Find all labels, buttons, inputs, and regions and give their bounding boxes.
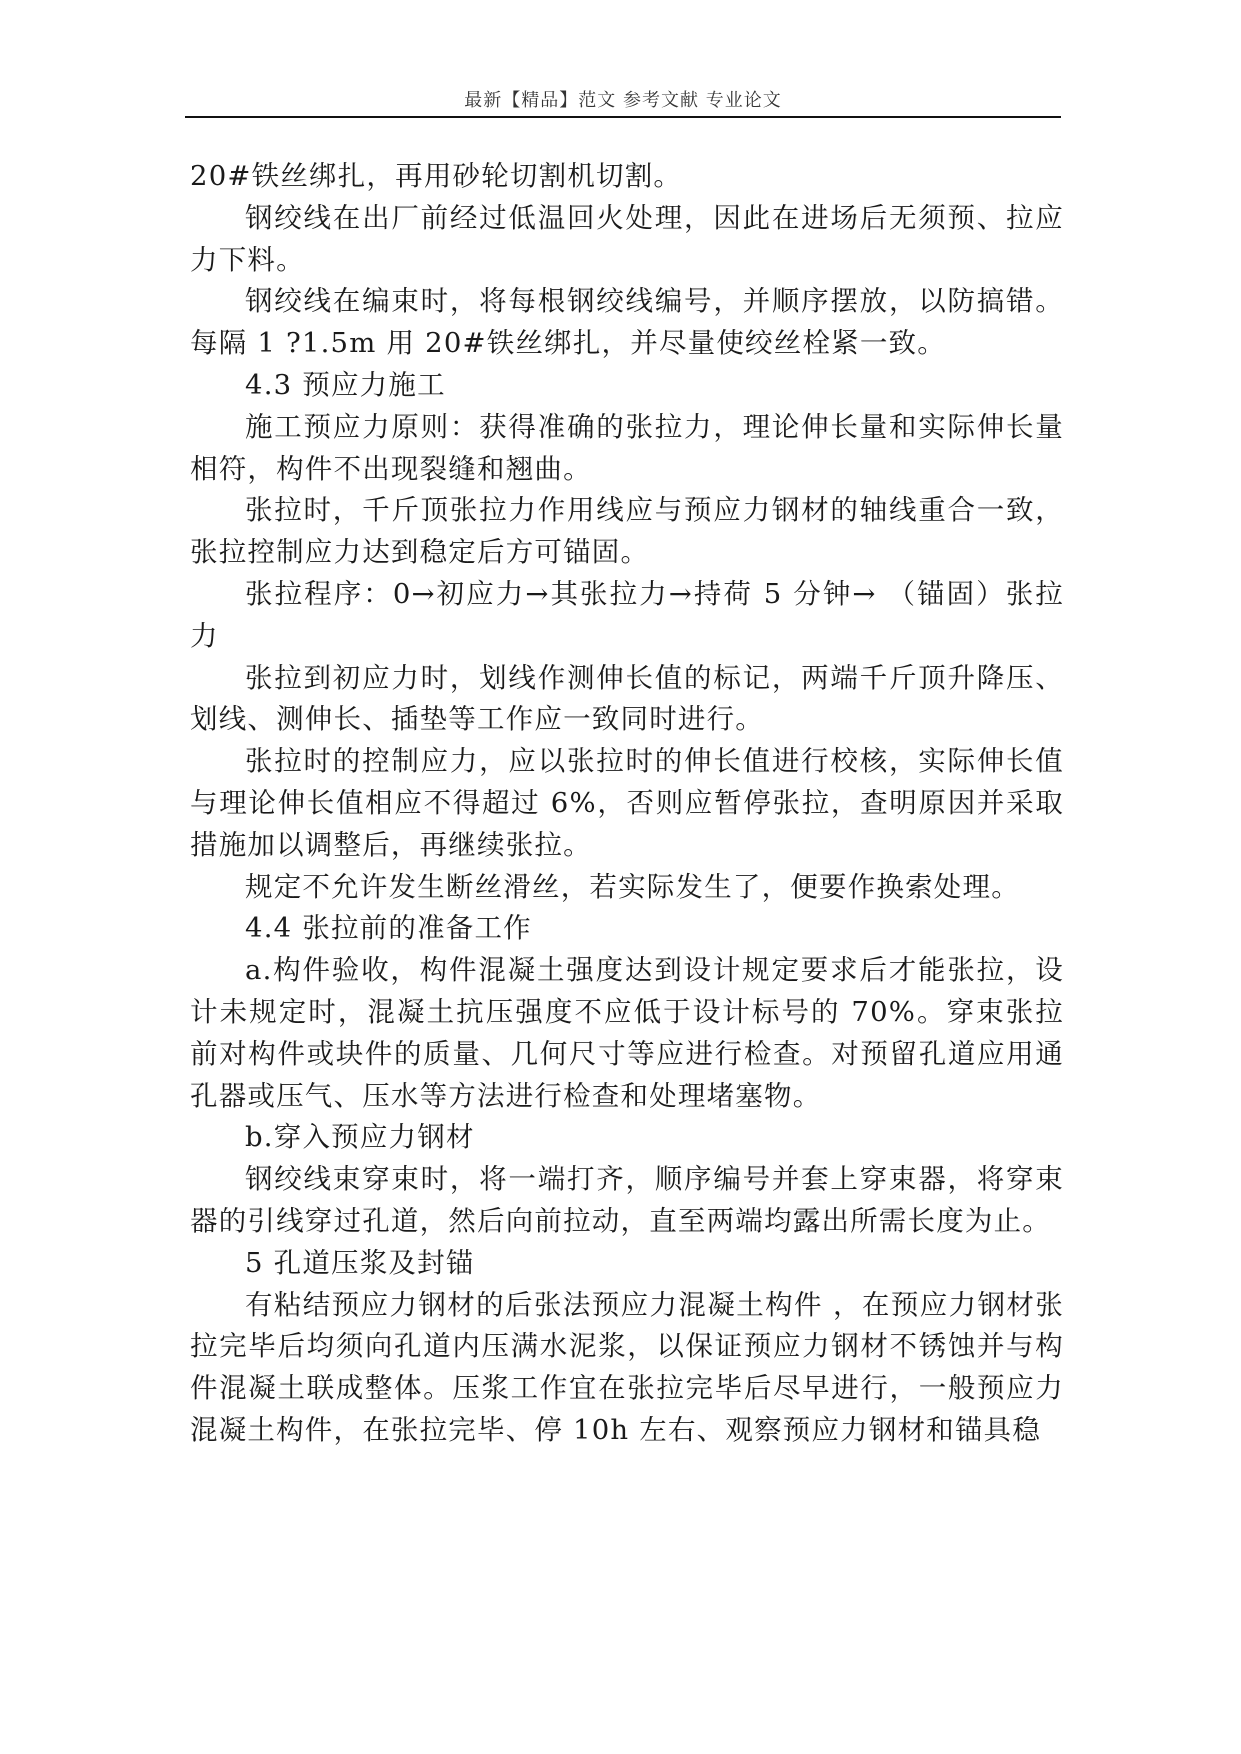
paragraph: 张拉时的控制应力，应以张拉时的伸长值进行校核，实际伸长值与理论伸长值相应不得超过 6%，否则应暂停张拉，查明原因并采取措施加以调整后，再继续张拉。 [190,745,1064,861]
section-heading: 4.4 张拉前的准备工作 [245,912,532,945]
paragraph: 有粘结预应力钢材的后张法预应力混凝土构件 ，在预应力钢材张拉完毕后均须向孔道内压满水泥浆，以保证预应力钢材不锈蚀并与构件混凝土联成整体。压浆工作宜在张拉完毕后尽早进行，一般预应力混凝土构件，在张拉完毕、停 10h 左右、观察预应力钢材和锚具稳 [190,1288,1064,1446]
paragraph: 施工预应力原则：获得准确的张拉力，理论伸长量和实际伸长量相符，构件不出现裂缝和翘曲。 [190,410,1064,485]
paragraph: 张拉到初应力时，划线作测伸长值的标记，两端千斤顶升降压、划线、测伸长、插垫等工作应一致同时进行。 [190,661,1064,736]
paragraph: 规定不允许发生断丝滑丝，若实际发生了，便要作换索处理。 [245,870,1020,903]
document-body [190,156,1064,1452]
paragraph: a.构件验收，构件混凝土强度达到设计规定要求后才能张拉，设计未规定时，混凝土抗压强度不应低于设计标号的 70%。穿束张拉前对构件或块件的质量、几何尺寸等应进行检查。对预留孔道应用通孔器或压气、压水等方法进行检查和处理堵塞物。 [190,954,1064,1112]
paragraph: b.穿入预应力钢材 [245,1121,475,1154]
paragraph: 钢绞线在出厂前经过低温回火处理，因此在进场后无须预、拉应力下料。 [190,201,1064,276]
paragraph: 张拉程序：0→初应力→其张拉力→持荷 5 分钟→ （锚固）张拉力 [190,577,1064,652]
paragraph: 张拉时，千斤顶张拉力作用线应与预应力钢材的轴线重合一致，张拉控制应力达到稳定后方可锚固。 [190,494,1064,569]
section-heading: 4.3 预应力施工 [245,368,446,401]
paragraph: 钢绞线在编束时，将每根钢绞线编号，并顺序摆放，以防搞错。每隔 1 ?1.5m 用 20#铁丝绑扎，并尽量使绞丝栓紧一致。 [190,285,1064,360]
section-heading: 5 孔道压浆及封锚 [245,1246,475,1279]
paragraph: 20#铁丝绑扎，再用砂轮切割机切割。 [190,160,683,192]
paragraph: 钢绞线束穿束时，将一端打齐，顺序编号并套上穿束器，将穿束器的引线穿过孔道，然后向前拉动，直至两端均露出所需长度为止。 [190,1163,1064,1237]
page-header: 最新【精品】范文 参考文献 专业论文 [464,90,782,111]
header-divider [185,116,1061,118]
